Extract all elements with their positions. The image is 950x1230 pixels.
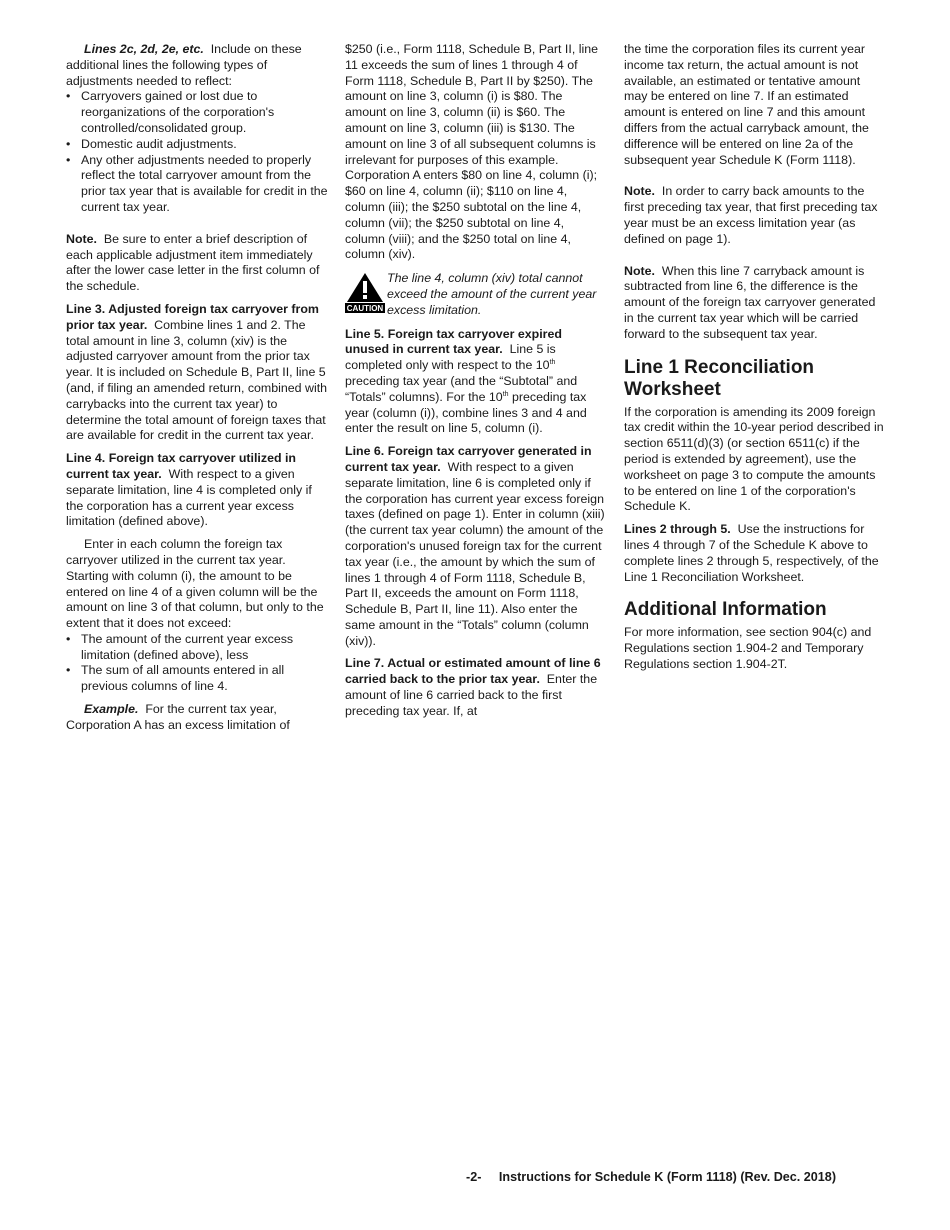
line-5-paragraph: Line 5. Foreign tax carryover expired unused in current tax year. Line 5 is completed only with respect to the 10th preceding tax year (and the “Subtotal” and “Totals” columns). For the 10th preceding tax year (column (i)), combine lines 3 and 4 and enter the result on line 5, column (i). (345, 326, 587, 436)
additional-info-paragraph: For more information, see section 904(c) and Regulations section 1.904-2 and Temporary Regulations section 1.904-2T. (624, 625, 872, 671)
limits-bullet-list (66, 632, 328, 695)
line-4-paragraph: Line 4. Foreign tax carryover utilized in current tax year. With respect to a given separate limitation, line 4 is completed only if the corporation has a current year excess limitation (defined above). (66, 451, 312, 529)
line-7-paragraph: Line 7. Actual or estimated amount of line 6 carried back to the prior tax year. Enter the amount of line 6 carried back to the first preceding tax year. If, at (345, 656, 601, 718)
caution-text: The line 4, column (xiv) total cannot exceed the amount of the current year excess limitation. (387, 271, 597, 317)
page-footer (466, 1170, 836, 1184)
list-item: • Carryovers gained or lost due to reorganizations of the corporation's controlled/consolidated group. (66, 89, 275, 135)
svg-text:CAUTION: CAUTION (346, 304, 384, 314)
bullet-icon: • (66, 631, 71, 646)
document-title: Instructions for Schedule K (Form 1118) (Rev. Dec. 2018) (498, 1170, 837, 1184)
list-item: • Any other adjustments needed to properly reflect the total carryover amount from the prior tax year that is available for credit in the current tax year. (66, 152, 328, 214)
caution-callout (345, 271, 607, 318)
list-item: • Domestic audit adjustments. (66, 136, 237, 151)
column-3 (624, 42, 886, 680)
reconciliation-paragraph: If the corporation is amending its 2009 foreign tax credit within the 10-year period described in section 6511(d)(3) (or section 6511(c) if the period is extended by agreement), use the worksheet on page 3 to compute the amounts to be entered on line 1 of the corporation's Schedule K. (624, 404, 884, 514)
example-paragraph: Example. For the current tax year, Corporation A has an excess limitation of (66, 702, 290, 732)
bullet-icon: • (66, 152, 71, 167)
bullet-icon: • (66, 663, 71, 678)
adjustments-bullet-list (66, 89, 328, 215)
lines-2c-paragraph: Lines 2c, 2d, 2e, etc. Include on these additional lines the following types of adjustments needed to reflect: (66, 42, 302, 88)
list-item: • The amount of the current year excess limitation (defined above), less (66, 631, 294, 662)
page-number: -2- (466, 1170, 482, 1184)
note-paragraph: Note. When this line 7 carryback amount is subtracted from line 6, the difference is the amount of the foreign tax carryover generated in the current tax year which will be carried forward to the subsequent tax year. (624, 263, 876, 341)
lines-2-5-paragraph: Lines 2 through 5. Use the instructions for lines 4 through 7 of the Schedule K above to complete lines 2 through 5, respectively, of the Line 1 Reconciliation Worksheet. (624, 522, 879, 584)
caution-icon (345, 271, 387, 318)
note-paragraph: Note. In order to carry back amounts to the first preceding tax year, that first preceding tax year must be an excess limitation year (as defined on page 1). (624, 184, 878, 246)
bullet-icon: • (66, 136, 71, 151)
line-7-continued-paragraph: the time the corporation files its current year income tax return, the actual amount is not available, an estimated or tentative amount may be entered on line 7. If an estimated amount is entered on line 7 and this amount differs from the actual carryback amount, the difference will be entered on line 2a of the subsequent year Schedule K (Form 1118). (624, 42, 869, 167)
section-heading-additional-info: Additional Information (624, 599, 827, 621)
column-2 (345, 42, 607, 727)
bullet-icon: • (66, 89, 71, 104)
line-3-paragraph: Line 3. Adjusted foreign tax carryover from prior tax year. Combine lines 1 and 2. The total amount in line 3, column (xiv) is the adjusted carryover amount from the prior tax year. It is included on Schedule B, Part II, line 5 (and, if filing an amended return, combined with carrybacks into the current tax year) to determine the total amount of foreign taxes that are available for credit in the current tax year. (66, 301, 328, 443)
note-paragraph: Note. Be sure to enter a brief description of each applicable adjustment item immediately after the lower case letter in the first column of the schedule. (66, 231, 320, 294)
column-1 (66, 42, 328, 741)
list-item: • The sum of all amounts entered in all previous columns of line 4. (66, 663, 285, 694)
line-6-paragraph: Line 6. Foreign tax carryover generated in current tax year. With respect to a given separate limitation, line 6 is completed only if the corporation has current year excess foreign taxes (defined on page 1). Enter in column (xiii) (the current tax year column) the amount of the corporation's unused foreign tax for the current tax year (i.e., the amount by which the sum of lines 1 through 4 of Form 1118, Schedule B, Part II, exceeds the amount on Form 1118, Schedule B, Part II, line 11). Also enter the same amount in the “Totals” column (column (xiv)). (345, 444, 605, 648)
example-continued-paragraph: $250 (i.e., Form 1118, Schedule B, Part II, line 11 exceeds the sum of lines 1 through 4 of Form 1118, Schedule B, Part II by $250). The amount on line 3, column (i) is $80. The amount on line 3, column (ii) is $60. The amount on line 3, column (iii) is $130. The amount on line 3 of all subsequent columns is irrelevant for purposes of this example. Corporation A enters $80 on line 4, column (i); $60 on line 4, column (ii); $110 on line 4, column (iii); the $250 subtotal on the line 4, column (vii); the $250 subtotal on line 4, column (viii); and the $250 total on line 4, column (xiv). (345, 42, 598, 262)
line-4-detail-paragraph: Enter in each column the foreign tax carryover utilized in the current tax year. Starting with column (i), the amount to be entered on line 4 of a given column will be the amount on line 3 of that column, but only to the extent that it does not exceed: (66, 537, 324, 631)
section-heading-reconciliation: Line 1 Reconciliation Worksheet (624, 356, 815, 400)
